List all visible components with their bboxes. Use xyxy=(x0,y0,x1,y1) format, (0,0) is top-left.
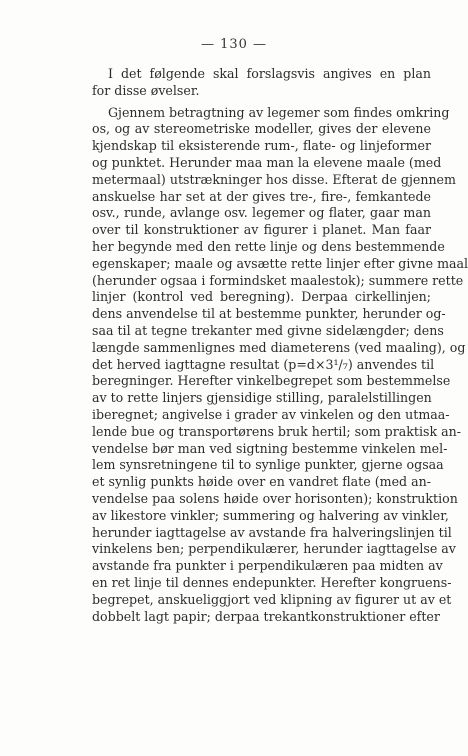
text-line: lem synsretningene til to synlige punkter, gjerne ogsaa xyxy=(92,457,444,473)
text-line: iberegnet; angivelse i grader av vinkelen og den utmaa- xyxy=(92,406,450,422)
text-line: anskuelse har set at der gives tre-, fire-, femkantede xyxy=(92,188,431,204)
text-line: beregninger. Herefter vinkelbegrepet som bestemmelse xyxy=(92,373,451,389)
text-line: lende bue og transportørens bruk hertil; som praktisk an- xyxy=(92,423,461,439)
text-line: egenskaper; maale og avsætte rette linjer efter givne maal xyxy=(92,255,468,271)
text-line: over til konstruktioner av figurer i planet. Man faar xyxy=(92,222,431,238)
text-line: vendelse bør man ved sigtning bestemme vinkelen mel- xyxy=(92,440,448,456)
text-line: Gjennem betragtning av legemer som findes omkring xyxy=(108,104,450,120)
text-line: kjendskap til eksisterende rum-, flate- og linjeformer xyxy=(92,138,431,154)
text-line: dens anvendelse til at bestemme punkter, herunder og- xyxy=(92,306,446,322)
text-line: av likestore vinkler; summering og halvering av vinkler, xyxy=(92,507,449,523)
text-line: begrepet, anskueliggjort ved klipning av figurer ut av et xyxy=(92,591,452,607)
text-line: saa til at tegne trekanter med givne sidelængder; dens xyxy=(92,322,444,338)
text-line: det herved iagttagne resultat (p=d×3¹/₇) anvendes til xyxy=(92,356,435,372)
text-line: os, og av stereometriske modeller, gives der elevene xyxy=(92,121,431,137)
text-line: vinkelens ben; perpendikulærer, herunder iagttagelse av xyxy=(92,541,456,557)
text-line: og punktet. Herunder maa man la elevene maale (med xyxy=(92,154,442,170)
text-line: linjer (kontrol ved beregning). Derpaa cirkellinjen; xyxy=(92,289,431,305)
paragraph-2 xyxy=(92,104,468,626)
body-text xyxy=(92,66,468,625)
text-line: et synlig punkts høide over en vandret flate (med an- xyxy=(92,474,431,490)
text-line: (herunder ogsaa i formindsket maalestok); summere rette xyxy=(92,272,464,288)
text-line: osv., runde, avlange osv. legemer og flater, gaar man xyxy=(92,205,431,221)
text-line: her begynde med den rette linje og dens bestemmende xyxy=(92,238,445,254)
text-line: vendelse paa solens høide over horisonten); konstruktion xyxy=(92,490,458,506)
text-line: længde sammenlignes med diameterens (ved maaling), og xyxy=(92,339,466,355)
paragraph-1 xyxy=(92,66,431,100)
text-line: en ret linje til dennes endepunkter. Herefter kongruens- xyxy=(92,574,452,590)
text-line: dobbelt lagt papir; derpaa trekantkonstruktioner efter xyxy=(92,608,440,624)
text-line: herunder iagttagelse av avstande fra halveringslinjen til xyxy=(92,524,452,540)
text-line: metermaal) utstrækninger hos disse. Efterat de gjennem xyxy=(92,171,456,187)
text-line: for disse øvelser. xyxy=(92,82,200,98)
text-line: avstande fra punkter i perpendikulæren paa midten av xyxy=(92,558,443,574)
page-number: — 130 — xyxy=(200,37,268,52)
text-line: I det følgende skal forslagsvis angives en plan xyxy=(108,66,431,81)
text-line: av to rette linjers gjensidige stilling, paralelstillingen xyxy=(92,390,432,406)
